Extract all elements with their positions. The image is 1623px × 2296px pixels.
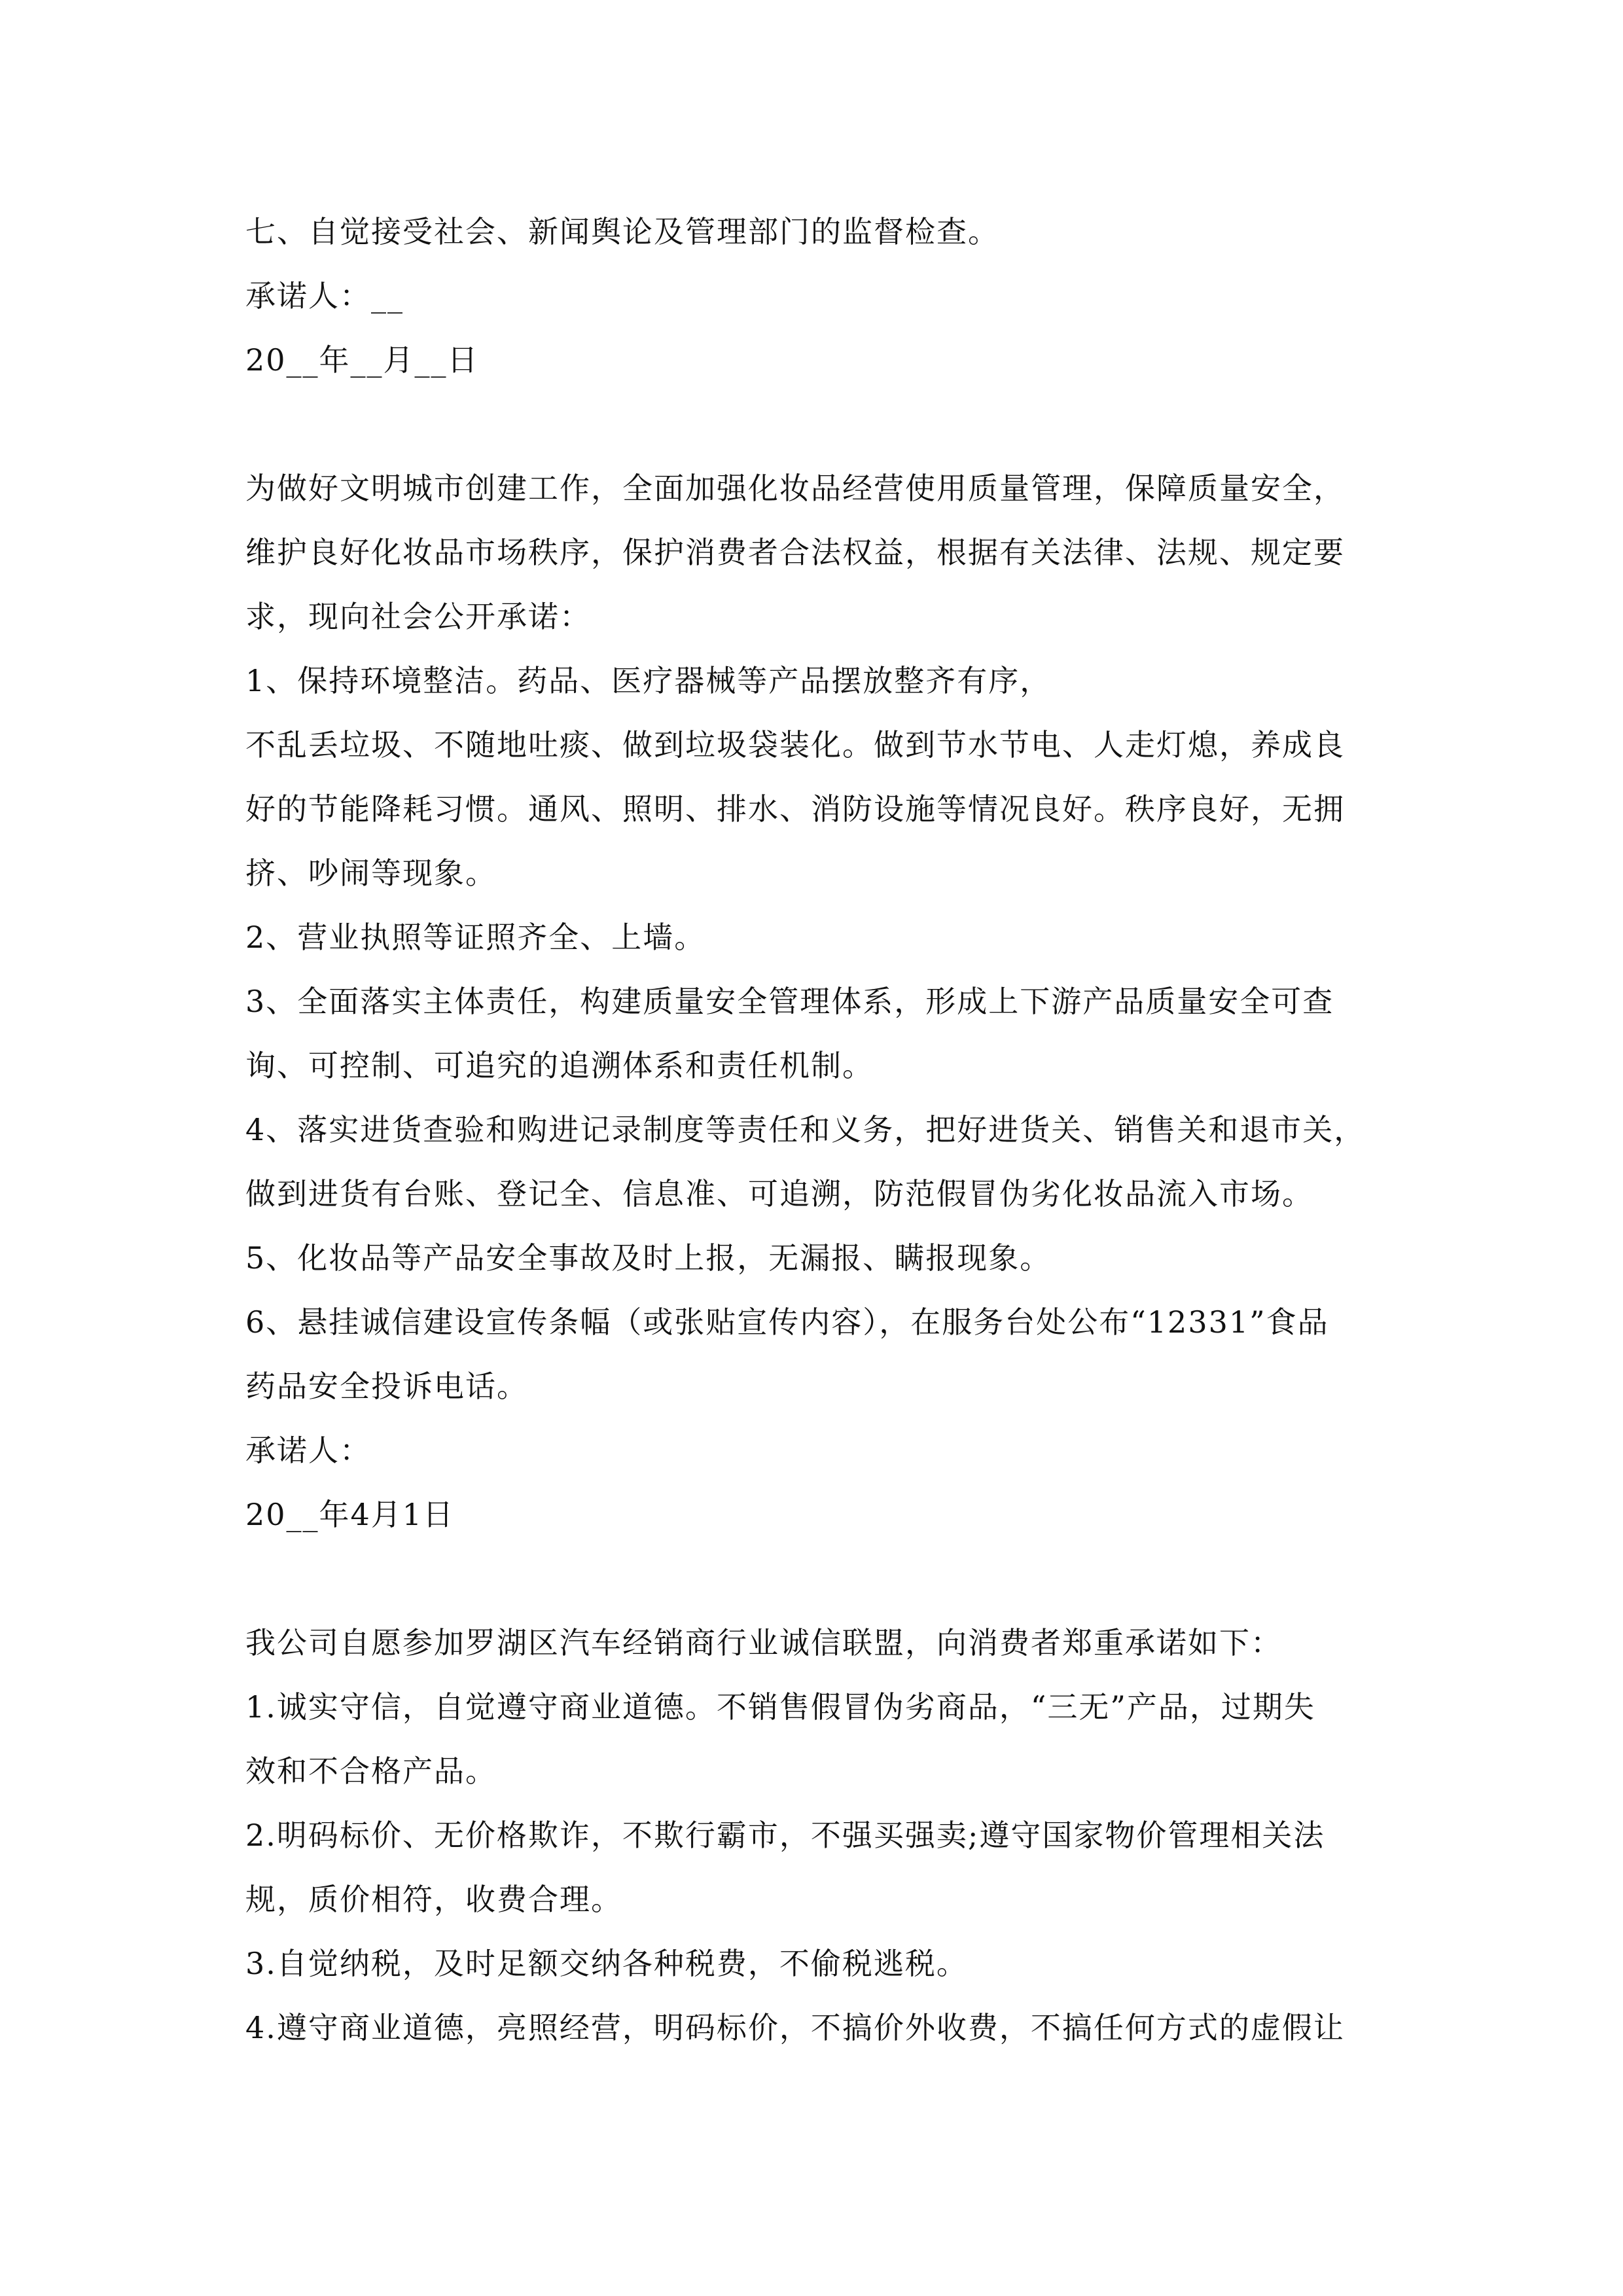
commitment-item-5: 5、化妆品等产品安全事故及时上报，无漏报、瞒报现象。 [245,1240,1052,1276]
signatory-line: 承诺人： [245,1433,371,1468]
commitment-item-6-cont: 药品安全投诉电话。 [245,1369,528,1404]
intro-paragraph-line: 维护良好化妆品市场秩序，保护消费者合法权益，根据有关法律、法规、规定要 [245,535,1345,570]
commitment-item-1-cont: 效和不合格产品。 [245,1753,497,1789]
commitment-item-1-cont: 好的节能降耗习惯。通风、照明、排水、消防设施等情况良好。秩序良好，无拥 [245,791,1345,827]
commitment-item-6: 6、悬挂诚信建设宣传条幅（或张贴宣传内容），在服务台处公布“12331”食品 [245,1304,1329,1340]
commitment-item-1: 1.诚实守信，自觉遵守商业道德。不销售假冒伪劣商品，“三无”产品，过期失 [245,1689,1315,1725]
commitment-item-1-cont: 不乱丢垃圾、不随地吐痰、做到垃圾袋装化。做到节水节电、人走灯熄，养成良 [245,727,1345,762]
commitment-item-4-cont: 做到进货有台账、登记全、信息准、可追溯，防范假冒伪劣化妆品流入市场。 [245,1176,1313,1211]
commitment-item-3: 3.自觉纳税，及时足额交纳各种税费，不偷税逃税。 [245,1946,968,1981]
intro-paragraph-line: 为做好文明城市创建工作，全面加强化妆品经营使用质量管理，保障质量安全， [245,471,1345,506]
signatory-line: 承诺人：__ [245,278,404,314]
date-line: 20__年__月__日 [245,342,479,378]
section-spacer [245,392,1384,456]
commitment-item-4: 4、落实进货查验和购进记录制度等责任和义务，把好进货关、销售关和退市关， [245,1112,1366,1147]
date-line: 20__年4月1日 [245,1497,455,1532]
commitment-item-2-cont: 规，质价相符，收费合理。 [245,1882,622,1917]
commitment-item-3: 3、全面落实主体责任，构建质量安全管理体系，形成上下游产品质量安全可查 [245,984,1334,1019]
intro-paragraph-line: 求，现向社会公开承诺： [245,599,591,634]
intro-paragraph-line: 我公司自愿参加罗湖区汽车经销商行业诚信联盟，向消费者郑重承诺如下： [245,1625,1282,1660]
commitment-item-4: 4.遵守商业道德，亮照经营，明码标价，不搞价外收费，不搞任何方式的虚假让 [245,2010,1345,2045]
commitment-item-2: 2.明码标价、无价格欺诈，不欺行霸市，不强买强卖;遵守国家物价管理相关法 [245,1818,1325,1853]
commitment-item-1: 1、保持环境整洁。药品、医疗器械等产品摆放整齐有序， [245,663,1052,698]
document-body [245,200,1384,2060]
commitment-item-7: 七、自觉接受社会、新闻舆论及管理部门的监督检查。 [245,214,999,249]
commitment-item-2: 2、营业执照等证照齐全、上墙。 [245,920,706,955]
section-spacer [245,1547,1384,1611]
commitment-item-3-cont: 询、可控制、可追究的追溯体系和责任机制。 [245,1048,874,1083]
commitment-item-1-cont: 挤、吵闹等现象。 [245,855,497,891]
